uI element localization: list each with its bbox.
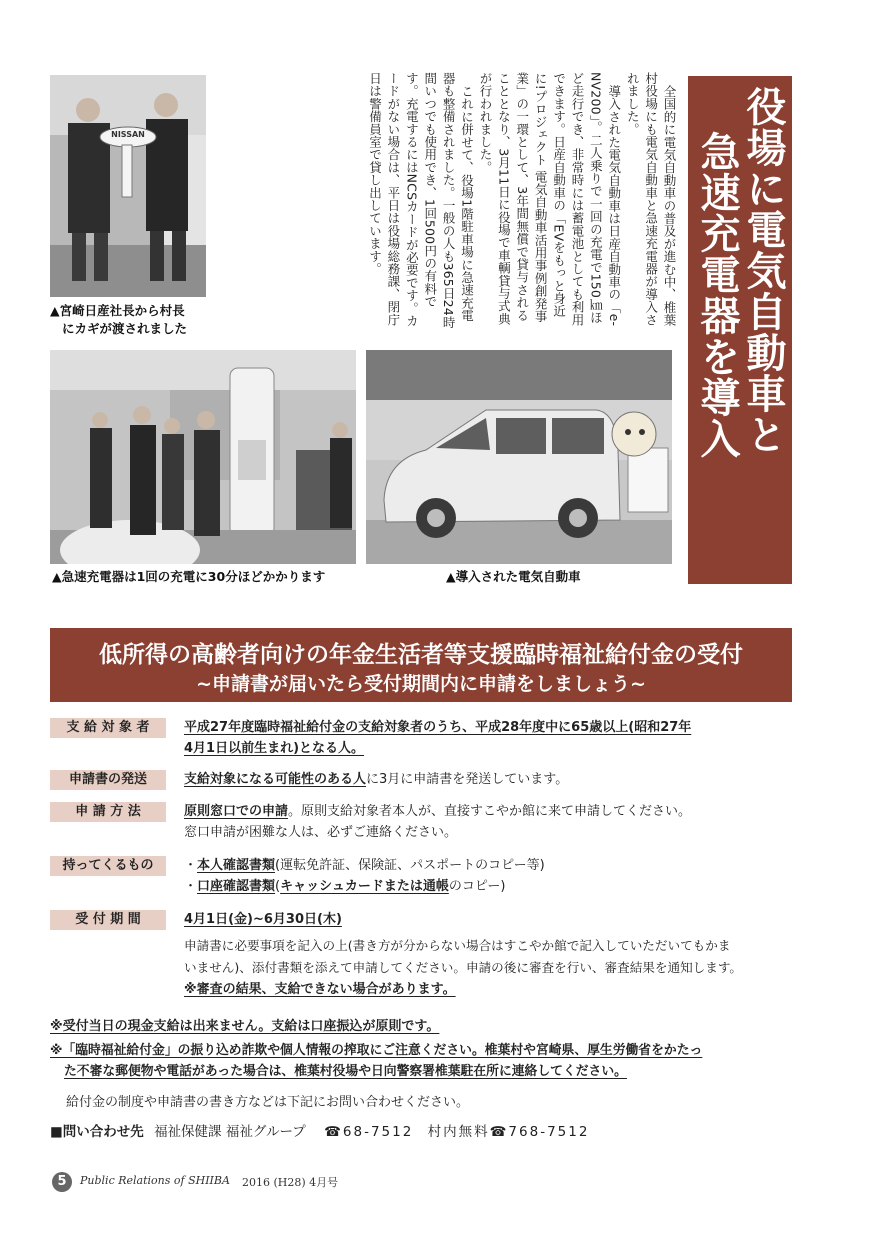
article-paragraph-3: これに併せて、役場1階駐車場に急速充電器も整備されました。一般の人も365日24時間いつでも使用でき、1回500円の有料です。充電するにはNCSカードが必要です。カードがない場合は、平日は役場総務課、閉庁日は警備員室で貸し出しています。 [367, 72, 475, 329]
article-body [220, 72, 678, 332]
period-note: ※審査の結果、支給できない場合があります。 [184, 982, 456, 997]
note-fraud [50, 1040, 795, 1082]
bring1-underlined: 本人確認書類 [197, 858, 276, 873]
article-title-box [688, 76, 792, 584]
row-method [184, 801, 796, 843]
row-target [184, 717, 796, 759]
benefit-banner [50, 628, 792, 702]
contact-line [50, 1122, 795, 1143]
label-target: 支 給 対 象 者 [50, 718, 166, 738]
period-line1: 申請書に必要事項を記入の上(書き方が分からない場合はすこやか館で記入していただいてもかま [184, 938, 731, 953]
caption-photo1-line2: にカギが渡されました [62, 321, 188, 336]
contact-label: ■問い合わせ先 [50, 1124, 144, 1140]
contact-tel2: 村内無料☎768-7512 [427, 1124, 590, 1140]
contact-tel1: ☎68-7512 [324, 1124, 414, 1140]
article-title-line1: 役場に電気自動車と [740, 86, 786, 455]
key-sign-text: NISSAN [111, 130, 145, 139]
contact-dept: 福祉保健課 福祉グループ [154, 1124, 306, 1140]
target-line1: 平成27年度臨時福祉給付金の支給対象者のうち、平成28年度中に65歳以上(昭和27年 [184, 720, 692, 735]
bring1-rest: (運転免許証、保険証、パスポートのコピー等) [275, 858, 545, 873]
caption-photo2: ▲急速充電器は1回の充電に30分ほどかかります [52, 569, 326, 584]
note1: ※受付当日の現金支給は出来ません。支給は口座振込が原則です。 [50, 1019, 440, 1034]
note-cash [50, 1016, 795, 1037]
row-send [184, 769, 796, 790]
period-line2: いません)、添付書類を添えて申請してください。申請の後に審査を行い、審査結果を通知します。 [184, 960, 743, 975]
inquiry-text: 給付金の制度や申請書の書き方などは下記にお問い合わせください。 [66, 1095, 470, 1110]
article-paragraph-2: 導入された電気自動車は日産自動車の「e-NV200」。二人乗りで一回の充電で150㎞ほど走行でき、非常時には蓄電池としても利用できます。日産自動車の「EVをもっと身近に!プロジェクト 電気自動車活用事例創発事業」の一環として、3年間無償で貸与されることとなり、3月11日に役場で車輌貸与式典が行われました。 [477, 72, 622, 326]
label-bring: 持ってくるもの [50, 856, 166, 876]
caption-photo3: ▲導入された電気自動車 [446, 569, 581, 584]
page-number: 5 [52, 1172, 72, 1192]
note2-line1: ※「臨時福祉給付金」の振り込め詐欺や個人情報の搾取にご注意ください。椎葉村や宮崎県、厚生労働省をかたっ [50, 1043, 703, 1058]
label-period: 受 付 期 間 [50, 910, 166, 930]
label-method: 申 請 方 法 [50, 802, 166, 822]
bring2-prefix: ・ [184, 879, 198, 894]
label-send: 申請書の発送 [50, 770, 166, 790]
bring2-open: ( [275, 879, 281, 894]
row-bring [184, 855, 796, 897]
photo-electric-vehicle [366, 350, 672, 564]
benefit-title: 低所得の高齢者向けの年金生活者等支援臨時福祉給付金の受付 [99, 642, 743, 668]
benefit-subtitle: ~申請書が届いたら受付期間内に申請をしましょう~ [196, 673, 646, 695]
article-title-line2: 急速充電器を導入 [694, 131, 740, 459]
caption-photo1-line1: ▲宮崎日産社長から村長 [50, 303, 185, 318]
bring2-underlined: 口座確認書類 [197, 879, 276, 894]
note2-line2: た不審な郵便物や電話があった場合は、椎葉村役場や日向警察署椎葉駐在所に連絡してください。 [64, 1064, 627, 1079]
method-underlined: 原則窓口での申請 [184, 804, 289, 819]
bring2-close: のコピー) [448, 879, 506, 894]
send-underlined: 支給対象になる可能性のある人 [184, 772, 367, 787]
send-rest: に3月に申請書を発送しています。 [366, 772, 569, 787]
method-rest: 。原則支給対象者本人が、直接すこやか館に来て申請してください。 [288, 804, 692, 819]
photo-key-handover [50, 75, 206, 297]
target-line2: 4月1日以前生まれ)となる人。 [184, 741, 365, 756]
article-paragraph-1: 全国的に電気自動車の普及が進む中、椎葉村役場にも電気自動車と急速充電器が導入されました。 [625, 72, 677, 326]
row-period [184, 909, 796, 1001]
period-value: 4月1日(金)~6月30日(木) [184, 912, 342, 927]
photo-quick-charger [50, 350, 356, 564]
method-line2: 窓口申請が困難な人は、必ずご連絡ください。 [184, 825, 458, 840]
bring2-underlined-2: キャッシュカードまたは通帳 [280, 879, 449, 894]
bring1-prefix: ・ [184, 858, 198, 873]
issue-label: 2016 (H28) 4月号 [242, 1176, 339, 1189]
publication-name: Public Relations of SHIIBA [80, 1174, 230, 1187]
